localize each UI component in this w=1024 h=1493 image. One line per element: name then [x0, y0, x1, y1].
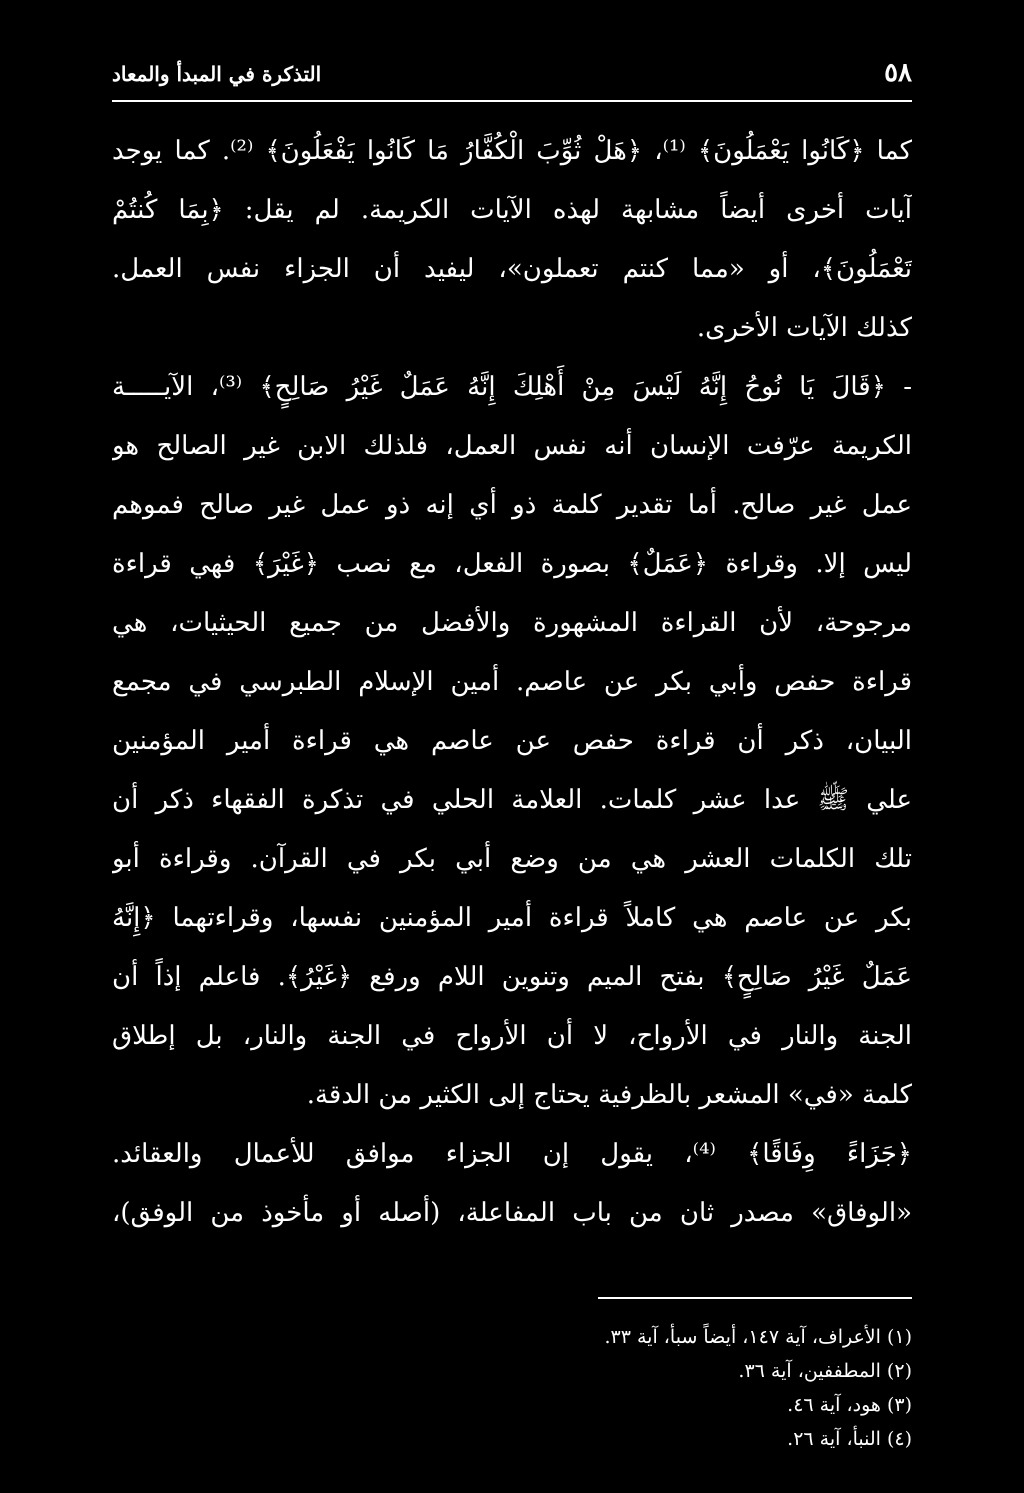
- footnote-rule: [598, 1297, 912, 1299]
- page-number: ٥٨: [884, 58, 912, 88]
- text-line: تلك الكلمات العشر هي من وضع أبي بكر في القرآن. وقراءة أبو: [112, 844, 912, 874]
- text-line: الكريمة عرّفت الإنسان أنه نفس العمل، فلذلك الابن غير الصالح هو: [112, 431, 912, 461]
- main-text: [112, 122, 912, 1243]
- text-line: آيات أخرى أيضاً مشابهة لهذه الآيات الكريمة. لم يقل: ﴿بِمَا كُنتُمْ: [112, 195, 912, 225]
- running-title: التذكرة في المبدأ والمعاد: [112, 62, 322, 86]
- header-rule: [112, 100, 912, 102]
- text-line: البيان، ذكر أن قراءة حفص عن عاصم هي قراءة أمير المؤمنين: [112, 726, 912, 756]
- text-line: عَمَلٌ غَيْرُ صَالِحٍ﴾ بفتح الميم وتنوين اللام ورفع ﴿غَيْرُ﴾. فاعلم إذاً أن: [112, 962, 912, 992]
- footnotes: [600, 1320, 912, 1456]
- text-line: الجنة والنار في الأرواح، لا أن الأرواح في الجنة والنار، بل إطلاق: [112, 1021, 912, 1051]
- text-line: كذلك الآيات الأخرى.: [696, 313, 912, 343]
- text-line: ﴿جَزَاءً وِفَاقًا﴾ ⁽⁴⁾، يقول إن الجزاء موافق للأعمال والعقائد.: [112, 1139, 912, 1169]
- text-line: - ﴿قَالَ يَا نُوحُ إِنَّهُ لَيْسَ مِنْ أَهْلِكَ إِنَّهُ عَمَلٌ غَيْرُ صَالِحٍ﴾ ⁽³⁾، الآيـــــة: [112, 372, 912, 402]
- text-line: «الوفاق» مصدر ثان من باب المفاعلة، (أصله أو مأخوذ من الوفق)،: [112, 1198, 912, 1228]
- footnote: (٤) النبأ، آية ٢٦.: [787, 1428, 912, 1450]
- text-line: علي ﷺ عدا عشر كلمات. العلامة الحلي في تذكرة الفقهاء ذكر أن: [112, 785, 912, 815]
- text-line: كما ﴿كَانُوا يَعْمَلُونَ﴾ ⁽¹⁾، ﴿هَلْ ثُوِّبَ الْكُفَّارُ مَا كَانُوا يَفْعَلُونَ﴾ ⁽²⁾. كما يوجد: [112, 136, 912, 166]
- text-line: ليس إلا. وقراءة ﴿عَمَلٌ﴾ بصورة الفعل، مع نصب ﴿غَيْرَ﴾ فهي قراءة: [112, 549, 912, 579]
- text-line: بكر عن عاصم هي كاملاً قراءة أمير المؤمنين نفسها، وقراءتهما ﴿إِنَّهُ: [112, 903, 912, 933]
- footnote: (٣) هود، آية ٤٦.: [787, 1394, 912, 1416]
- text-line: قراءة حفص وأبي بكر عن عاصم. أمين الإسلام الطبرسي في مجمع: [112, 667, 912, 697]
- text-line: كلمة «في» المشعر بالظرفية يحتاج إلى الكثير من الدقة.: [306, 1080, 912, 1110]
- text-line: عمل غير صالح. أما تقدير كلمة ذو أي إنه ذو عمل غير صالح فموهم: [112, 490, 912, 520]
- page-header: [112, 58, 912, 98]
- footnote: (٢) المطففين، آية ٣٦.: [738, 1360, 912, 1382]
- text-line: تَعْمَلُونَ﴾، أو «مما كنتم تعملون»، ليفيد أن الجزاء نفس العمل.: [112, 254, 912, 284]
- text-line: مرجوحة، لأن القراءة المشهورة والأفضل من جميع الحيثيات، هي: [112, 608, 912, 638]
- footnote: (١) الأعراف، آية ١٤٧، أيضاً سبأ، آية ٣٣.: [604, 1326, 912, 1348]
